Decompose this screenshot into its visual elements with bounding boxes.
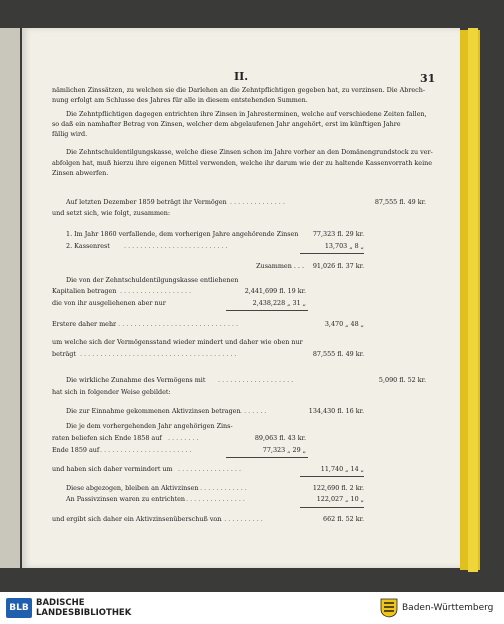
previous-page-edge [0,28,20,568]
composition-intro: und setzt sich, wie folgt, zusammen: [52,209,171,217]
text-line: Die Zehntpflichtigen dagegen entrichten ihre Zinsen in Jahresterminen, welche auf verschiedene Zeiten fallen, [66,110,427,118]
text-line: nung erfolgt am Schlusse des Jahres für alle in diesem entstehenden Summen. [52,96,308,104]
state-crest-icon [380,598,398,618]
zunahme-label: Die wirkliche Zunahme des Vermögens mit [66,376,206,384]
sum-rule [226,310,308,311]
vermoegen-value: 87,555 fl. 49 kr. [374,198,426,206]
page-number: 31 [420,72,436,85]
item1-value: 77,323 fl. 29 kr. [312,230,364,238]
dot-leader: . . . . . . . . . . . . . . . . . . . . . . . [100,446,192,454]
library-name[interactable] [36,598,131,618]
kapitalien-value: 2,441,699 fl. 19 kr. [244,287,306,295]
betraegt-label: beträgt [52,350,76,358]
vermoegen-label: Auf letzten Dezember 1859 beträgt ihr Vermögen [66,198,227,206]
text-line: Die Zehntschuldentilgungskasse, welche diese Zinsen schon im Jahre vorher an den Domänengrundstock zu ver- [66,148,433,156]
sum-rule [226,457,308,458]
item1-label: 1. Im Jahr 1860 verfallende, dem vorherigen Jahre angehörende Zinsen [66,230,299,238]
dot-leader: . . . . . . . . . . . . . [196,484,247,492]
ausgeliehen-value: 2,438,228 „ 31 „ [252,299,306,307]
text-line: nämlichen Zinssätzen, zu welchen sie die Darlehen an die Zehntpflichtigen gegeben hat, zu verzinsen. Die Abrech- [52,86,426,94]
dot-leader: . . . . . . . . . . . . . . . . [178,465,241,473]
library-name-line1: BADISCHE [36,598,85,608]
passivzinsen-label: An Passivzinsen waren zu entrichten [66,495,186,503]
betraegt-value: 87,555 fl. 49 kr. [312,350,364,358]
sum-rule [300,476,364,477]
abgezogen-value: 122,690 fl. 2 kr. [312,484,364,492]
library-footer [0,592,504,624]
ausgeliehen-label: die von ihr ausgeliehenen aber nur [52,299,166,307]
ueberschuss-label: und ergibt sich daher ein Aktivzinsenüberschuß von [52,515,222,523]
mindert-text: um welche sich der Vermögensstand wieder mindert und daher wie oben nur [52,338,303,346]
aktivzinsen-label: Die zur Einnahme gekommenen Aktivzinsen betragen [66,407,241,415]
book-edge-highlight [468,28,478,572]
zusammen-value: 91,026 fl. 37 kr. [312,262,364,270]
vorjahr-text: Die je dem vorhergehenden Jahr angehörigen Zins- [66,422,233,430]
dot-leader: . . . . . . . . . . . . . . . . . . . . . . . . . . [124,242,228,250]
dot-leader: . . . . . . . . . . . . . . . . . . . . . . . . . . . . . . . . . . . . . . . [80,350,237,358]
state-name[interactable]: Baden-Württemberg [402,603,494,613]
item2-value: 13,703 „ 8 „ [324,242,364,250]
abgezogen-label: Diese abgezogen, bleiben an Aktivzinsen [66,484,199,492]
vorjahr-label: raten beliefen sich Ende 1858 auf [52,434,162,442]
dot-leader: . . . . . . . . . . . . . [212,515,263,523]
dot-leader: . . . . . . . . . . . . . . . . . . . [218,376,294,384]
text-line: so daß ein namhafter Betrag von Zinsen, welcher dem abgelaufenen Jahr angehört, erst im künftigen Jahre [52,120,401,128]
erstere-label: Erstere daher mehr [52,320,117,328]
dot-leader: . . . . . . . . . . . . . . . . . . . . . . . . . . . . . . . . [110,320,238,328]
dot-leader: . . . . . . . . . . . . . . [230,198,285,206]
aktivzinsen-value: 134,430 fl. 16 kr. [308,407,364,415]
zunahme-value: 5,090 fl. 52 kr. [378,376,426,384]
vermindert-value: 11,740 „ 14 „ [320,465,364,473]
ende1859-value: 77,323 „ 29 „ [262,446,306,454]
text-line: fällig wird. [52,130,88,138]
vermindert-label: und haben sich daher vermindert um [52,465,173,473]
zusammen-label: Zusammen . . . [256,262,304,270]
library-name-line2: LANDESBIBLIOTHEK [36,608,132,618]
item2-label: 2. Kassenrest [66,242,110,250]
weise-label: hat sich in folgender Weise gebildet: [52,388,171,396]
vorjahr-value: 89,063 fl. 43 kr. [254,434,306,442]
text-line: abfolgen hat, muß hierzu ihre eigenen Mittel verwenden, welche ihr darum wie der zu haltende Kassenvorrath keine [52,159,433,167]
dot-leader: . . . . . . . [240,407,267,415]
dot-leader: . . . . . . . . . . . . . . . . . . [120,287,192,295]
kapitalien-label: Kapitalien betragen [52,287,117,295]
dot-leader: . . . . . . . . [168,434,199,442]
erstere-value: 3,470 „ 48 „ [324,320,364,328]
sum-rule [300,253,364,254]
section-number: II. [234,70,249,83]
text-line: Zinsen abwerfen. [52,169,109,177]
dot-leader: . . . . . . . . . . . . . . . [186,495,245,503]
ueberschuss-value: 662 fl. 52 kr. [323,515,364,523]
forder-intro: Die von der Zehntschuldentilgungskasse entliehenen [66,276,239,284]
ende1859-label: Ende 1859 auf [52,446,100,454]
sum-rule [300,507,364,508]
passivzinsen-value: 122,027 „ 10 „ [316,495,364,503]
blb-logo[interactable]: BLB [6,598,32,618]
